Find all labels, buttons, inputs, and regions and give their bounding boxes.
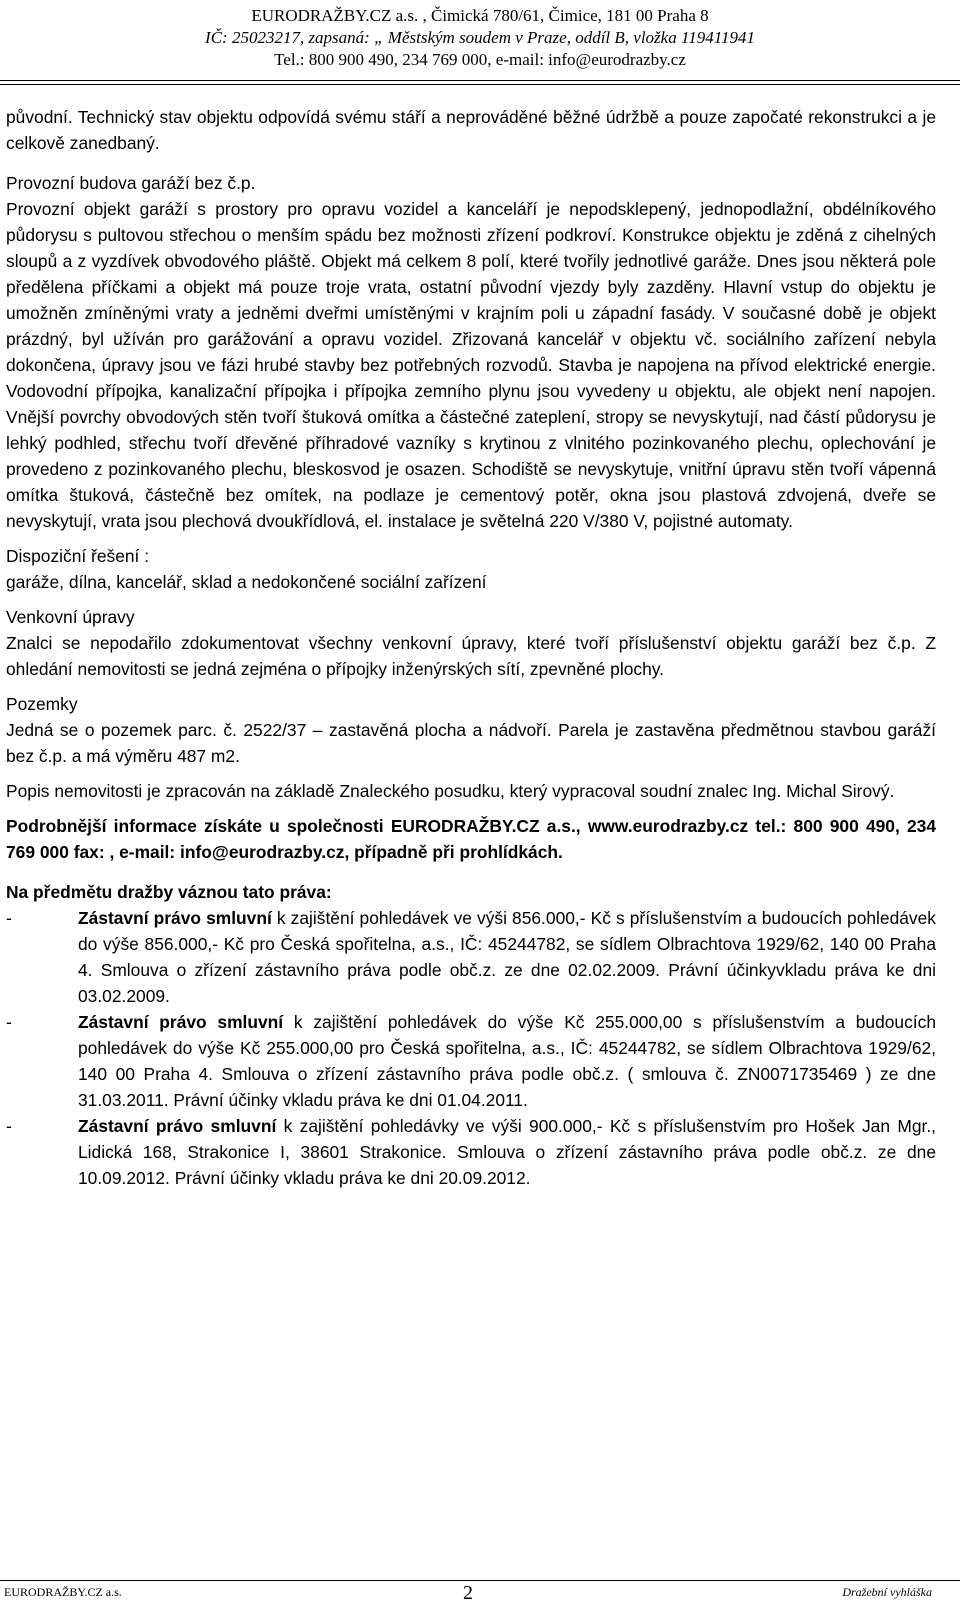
footer-company: EURODRAŽBY.CZ a.s. — [4, 1585, 122, 1599]
outdoor-heading: Venkovní úpravy — [6, 607, 135, 627]
letterhead — [0, 0, 960, 71]
intro-paragraph: původní. Technický stav objektu odpovídá svému stáří a neprováděné běžné údržbě a pouze započaté rekonstrukci a je celkově zanedbaný. — [6, 107, 936, 153]
building-heading: Provozní budova garáží bez č.p. — [6, 173, 256, 193]
right-type: Zástavní právo smluvní — [78, 908, 272, 928]
building-description: Provozní objekt garáží s prostory pro opravu vozidel a kanceláří je nepodsklepený, jednopodlažní, obdélníkového půdorysu s pultovou střechou o menším spádu bez možnosti zřízení podkroví. Konstrukce objektu je zděná z cihelných sloupů a z vyzdívek obvodového pláště. Objekt má celkem 8 polí, které tvořily jednotlivé garáže. Dnes jsou některá pole předělena příčkami a objekt má pouze troje vrata, ostatní původní vjezdy byly zazděny. Hlavní vstup do objektu je umožněn zmíněnými vraty a jedněmi dveřmi umístěnými v krajním poli u západní fasády. V současné době je objekt prázdný, byl užíván pro garážování a opravu vozidel. Zřizovaná kancelář v objektu vč. sociálního zařízení nebyla dokončena, úpravy jsou ve fázi hrubé stavby bez potřebných rozvodů. Stavba je napojena na přívod elektrické energie. Vodovodní přípojka, kanalizační přípojka i přípojka zemního plynu jsou vyvedeny u objektu, ale objekt není napojen. Vnější povrchy obvodových stěn tvoří štuková omítka a částečné zateplení, stropy se nevyskytují, nad částí půdorysu je lehký podhled, střechu tvoří dřevěné příhradové vazníky s krytinou z vlnitého pozinkovaného plechu, oplechování je provedeno z pozinkovaného plechu, bleskosvod je osazen. Schodiště se nevyskytuje, vnitřní úpravu stěn tvoří vápenná omítka štuková, částečně bez omítek, na podlaze je cementový potěr, okna jsou plastová zdvojená, dveře se nevyskytují, vrata jsou plechová dvoukřídlová, el. instalace je světelná 220 V/380 V, pojistné automaty. — [6, 199, 936, 531]
letterhead-company: EURODRAŽBY.CZ a.s. , Čimická 780/61, Čimice, 181 00 Praha 8 — [251, 6, 709, 25]
letterhead-registration-tail: 1941 — [720, 28, 755, 47]
right-type: Zástavní právo smluvní — [78, 1116, 277, 1136]
header-divider-secondary — [0, 84, 960, 85]
header-divider — [0, 80, 960, 81]
right-type: Zástavní právo smluvní — [78, 1012, 284, 1032]
description-note: Popis nemovitosti je zpracován na základě Znaleckého posudku, který vypracoval soudní znalec Ing. Michal Sirový. — [6, 781, 895, 801]
layout-text: garáže, dílna, kancelář, sklad a nedokončené sociální zařízení — [6, 572, 487, 592]
list-dash: - — [6, 1012, 12, 1032]
land-heading: Pozemky — [6, 694, 78, 714]
list-item — [6, 1113, 936, 1191]
land-text: Jedná se o pozemek parc. č. 2522/37 – zastavěná plocha a nádvoří. Parela je zastavěna předmětnou stavbou garáží bez č.p. a má výměru 487 m2. — [6, 720, 936, 766]
right-text: k zajištění pohledávky ve výši 900.000,- Kč s příslušenstvím pro Hošek Jan Mgr., Lidická 168, Strakonice I, 38601 Strakonice. Smlouva o zřízení zástavního práva podle obč.z. ze dne 10.09.2012. Právní účinky vkladu práva ke dni 20.09.2012. — [78, 1116, 936, 1188]
rights-heading: Na předmětu dražby váznou tato práva: — [6, 882, 332, 902]
letterhead-contact: Tel.: 800 900 490, 234 769 000, e-mail: info@eurodrazby.cz — [274, 50, 686, 69]
footer-divider — [0, 1580, 960, 1581]
layout-heading: Dispoziční řešení : — [6, 546, 150, 566]
letterhead-registration — [0, 27, 960, 49]
outdoor-text: Znalci se nepodařilo zdokumentovat všechny venkovní úpravy, které tvoří příslušenství objektu garáží bez č.p. Z ohledání nemovitosti se jedná zejména o přípojky inženýrských sítí, zpevněné plochy. — [6, 633, 936, 679]
page-footer — [0, 1580, 960, 1609]
right-text: k zajištění pohledávek ve výši 856.000,- Kč s příslušenstvím a budoucích pohledávek do výše 856.000,- Kč pro Česká spořitelna, a.s., IČ: 45244782, se sídlem Olbrachtova 1929/62, 140 00 Praha 4. Smlouva o zřízení zástavního práva podle obč.z. ze dne 02.02.2009. Právní účinkyvkladu práva ke dni 03.02.2009. — [78, 908, 936, 1006]
footer-document-title: Dražební vyhláška — [842, 1585, 932, 1599]
list-item — [6, 905, 936, 1009]
page-number: 2 — [463, 1582, 473, 1604]
contact-info: Podrobnější informace získáte u společnosti EURODRAŽBY.CZ a.s., www.eurodrazby.cz tel.: 800 900 490, 234 769 000 fax: , e-mail: info@eurodrazby.cz, případně při prohlídkách. — [6, 816, 936, 862]
right-text: k zajištění pohledávek do výše Kč 255.000,00 s příslušenstvím a budoucích pohledávek do výše Kč 255.000,00 pro Česká spořitelna, a.s., IČ: 45244782, se sídlem Olbrachtova 1929/62, 140 00 Praha 4. Smlouva o zřízení zástavního práva podle obč.z. ( smlouva č. ZN0071735469 ) ze dne 31.03.2011. Právní účinky vkladu práva ke dni 01.04.2011. — [78, 1012, 936, 1110]
letterhead-registration-text: IČ: 25023217, zapsaná: „ Městským soudem v Praze, oddíl B, vložka 11941 — [205, 28, 721, 47]
list-item — [6, 1009, 936, 1113]
list-dash: - — [6, 908, 12, 928]
list-dash: - — [6, 1116, 12, 1136]
document-body — [6, 104, 936, 1191]
rights-list — [6, 905, 936, 1191]
